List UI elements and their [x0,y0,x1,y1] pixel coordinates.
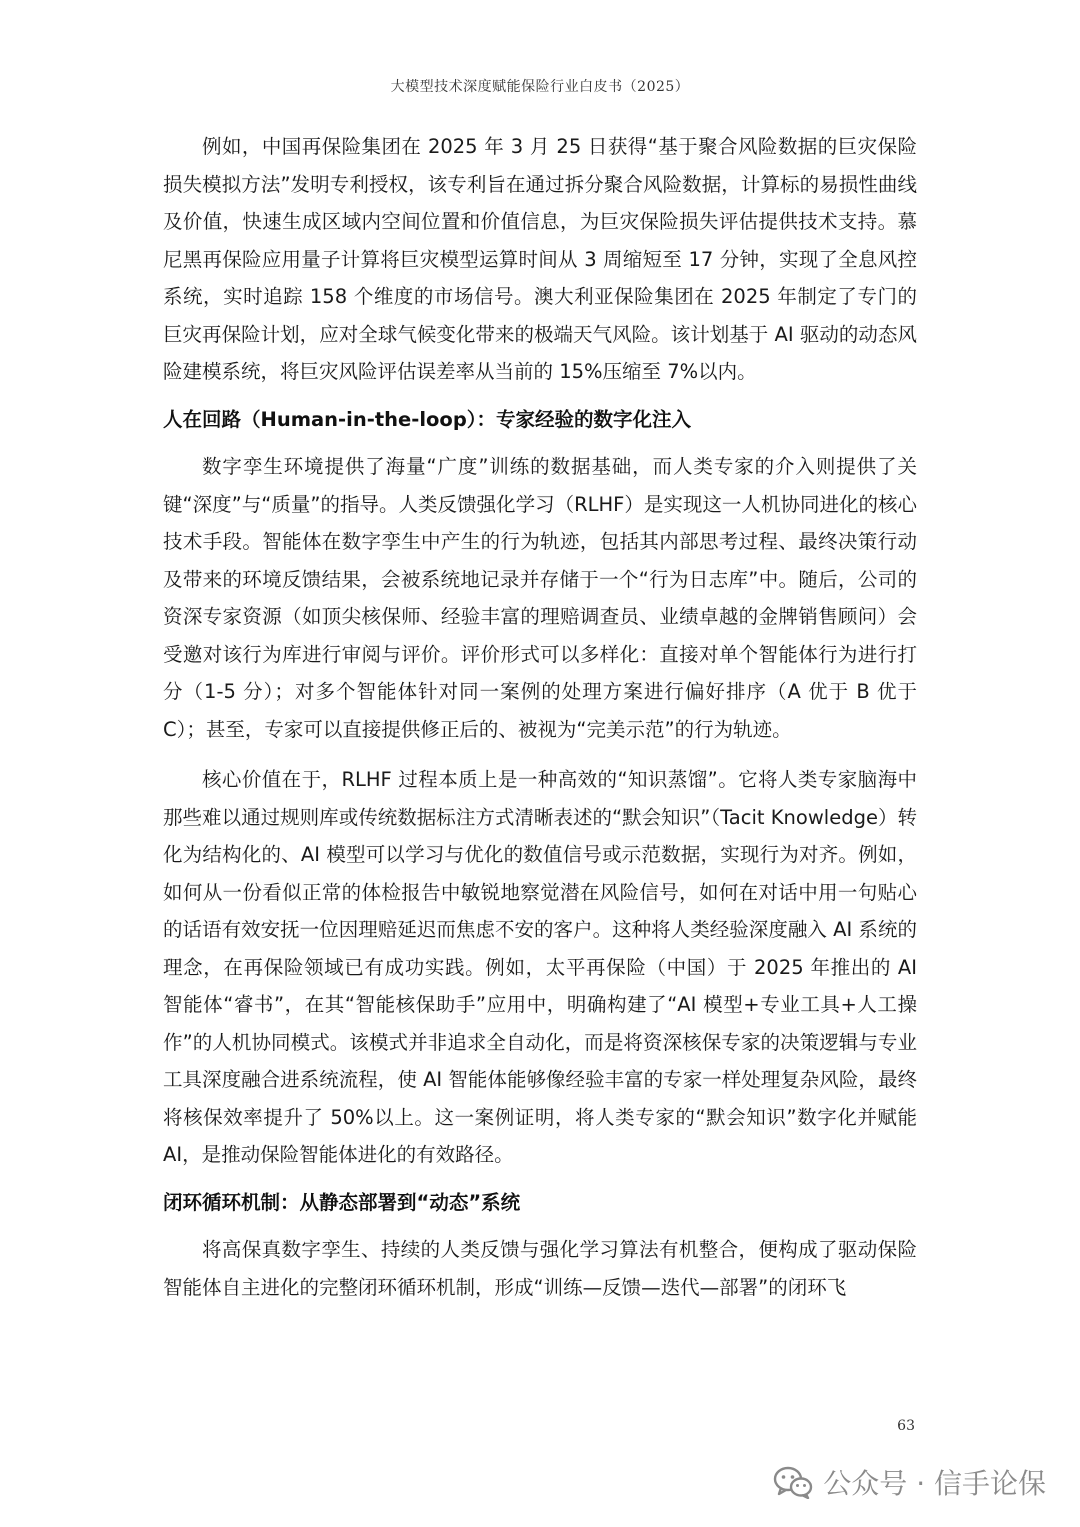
watermark [773,1462,1046,1502]
page-number: 63 [897,1418,915,1434]
wechat-icon [773,1465,813,1499]
running-header: 大模型技术深度赋能保险行业白皮书（2025） [390,79,690,95]
watermark-text: 公众号 · 信手论保 [823,1467,1046,1500]
page-body [163,128,917,1306]
paragraph-closed-loop-mechanism: 将高保真数字孪生、持续的人类反馈与强化学习算法有机整合，便构成了驱动保险智能体自主进化的完整闭环循环机制，形成“训练—反馈—迭代—部署”的闭环飞 [163,1238,917,1299]
paragraph-knowledge-distillation: 核心价值在于，RLHF 过程本质上是一种高效的“知识蒸馏”。它将人类专家脑海中那些难以通过规则库或传统数据标注方式清晰表述的“默会知识”（Tacit Knowledge）转化为结构化的、AI 模型可以学习与优化的数值信号或示范数据，实现行为对齐。例如，如何从一份看似正常的体检报告中敏锐地察觉潜在风险信号，如何在对话中用一句贴心的话语有效安抚一位因理赔延迟而焦虑不安的客户。这种将人类经验深度融入 AI 系统的理念，在再保险领域已有成功实践。例如，太平再保险（中国）于 2025 年推出的 AI 智能体“睿书”，在其“智能核保助手”应用中，明确构建了“AI 模型+专业工具+人工操作”的人机协同模式。该模式并非追求全自动化，而是将资深核保专家的决策逻辑与专业工具深度融合进系统流程，使 AI 智能体能够像经验丰富的专家一样处理复杂风险，最终将核保效率提升了 50%以上。这一案例证明，将人类专家的“默会知识”数字化并赋能 AI，是推动保险智能体进化的有效路径。 [163,768,917,1166]
paragraph-rlhf-digital-twin: 数字孪生环境提供了海量“广度”训练的数据基础，而人类专家的介入则提供了关键“深度”与“质量”的指导。人类反馈强化学习（RLHF）是实现这一人机协同进化的核心技术手段。智能体在数字孪生中产生的行为轨迹，包括其内部思考过程、最终决策行动及带来的环境反馈结果，会被系统地记录并存储于一个“行为日志库”中。随后，公司的资深专家资源（如顶尖核保师、经验丰富的理赔调查员、业绩卓越的金牌销售顾问）会受邀对该行为库进行审阅与评价。评价形式可以多样化：直接对单个智能体行为进行打分（1-5 分）；对多个智能体针对同一案例的处理方案进行偏好排序（A 优于 B 优于 C）；甚至，专家可以直接提供修正后的、被视为“完美示范”的行为轨迹。 [163,455,917,741]
section-heading-closed-loop: 闭环循环机制：从静态部署到“动态”系统 [163,1190,521,1214]
paragraph-reinsurance-examples: 例如，中国再保险集团在 2025 年 3 月 25 日获得“基于聚合风险数据的巨灾保险损失模拟方法”发明专利授权，该专利旨在通过拆分聚合风险数据，计算标的易损性曲线及价值，快速生成区域内空间位置和价值信息，为巨灾保险损失评估提供技术支持。慕尼黑再保险应用量子计算将巨灾模型运算时间从 3 周缩短至 17 分钟，实现了全息风控系统，实时追踪 158 个维度的市场信号。澳大利亚保险集团在 2025 年制定了专门的巨灾再保险计划，应对全球气候变化带来的极端天气风险。该计划基于 AI 驱动的动态风险建模系统，将巨灾风险评估误差率从当前的 15%压缩至 7%以内。 [163,135,917,383]
section-heading-human-in-the-loop: 人在回路（Human-in-the-loop）：专家经验的数字化注入 [163,407,692,431]
